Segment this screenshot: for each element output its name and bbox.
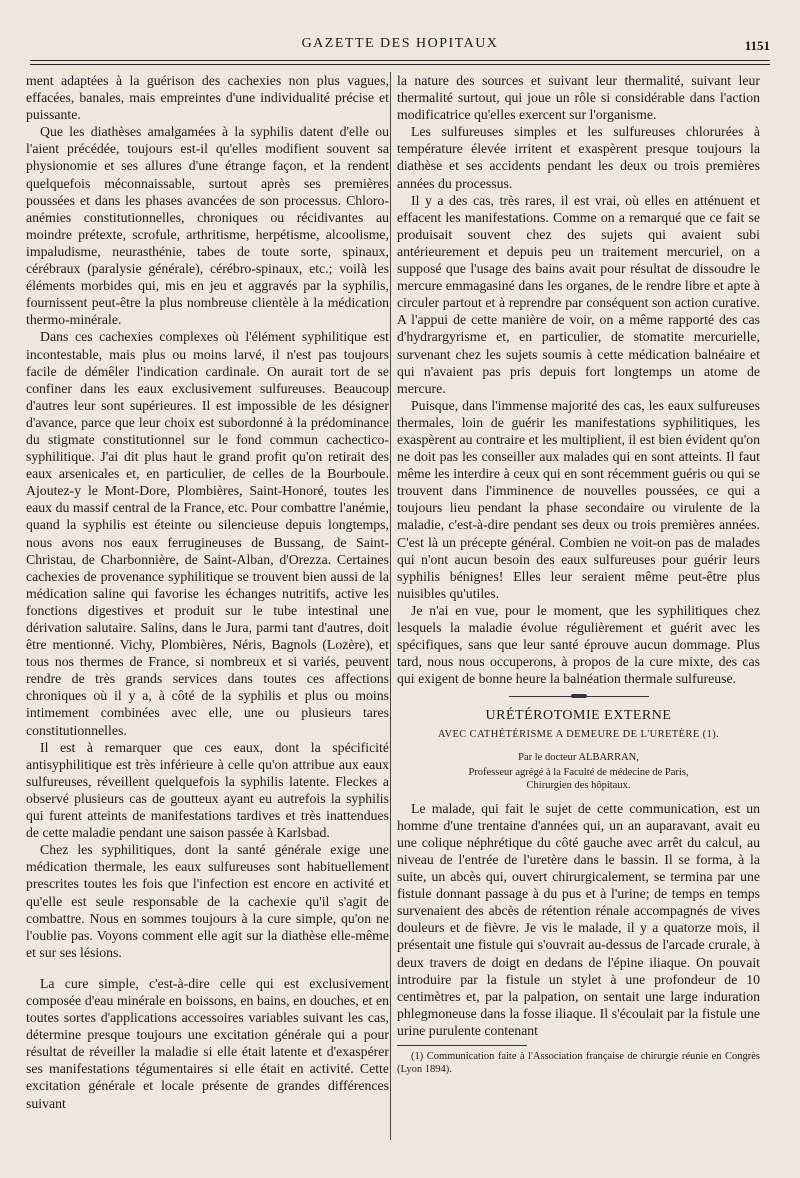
affiliation-line: Chirurgien des hôpitaux. (526, 779, 631, 791)
paragraph: Les sulfureuses simples et les sulfureuses chlorurées à température élevée irritent et exaspèrent presque toujours la diathèse et ses accidents pendant les deux ou trois premières années du processus. (397, 124, 760, 191)
paragraph: Il y a des cas, très rares, il est vrai, où elles en atténuent et effacent les manifestations. Comme on a remarqué que ce fait se produisait souvent chez des sujets qui avaient subi antérieurement et depuis peu un traitement mercuriel, on a supposé que l'usage des bains avait pour résultat de dissoudre le mercure emmagasiné dans les organes, de le rendre libre et apte à circuler partout et à reprendre par conséquent son action curative. A l'appui de cette manière de voir, on a même rapporté des cas d'hydrargyrisme et, en particulier, de stomatite mercurielle, survenant chez les sujets soumis à cette médication balnéaire et qui n'avaient pas pris depuis fort longtemps un atome de mercure. (397, 192, 760, 396)
paragraph: Dans ces cachexies complexes où l'élément syphilitique est incontestable, mais plus ou moins larvé, il n'est pas toujours facile de démêler l'indication cardinale. On aurait tort de se confiner dans les eaux exclusivement sulfureuses. Beaucoup d'autres leur sont supérieures. Il est impossible de les désigner d'avance, parce que leur choix est subordonné à la prédominance du stigmate constitutionnel sur le fond commun cachectico-syphilitique. J'ai dit plus haut le grand profit qu'on retirait des eaux arsenicales et, en particulier, de celles de la Bourboule. Ajoutez-y le Mont-Dore, Plombières, Saint-Honoré, toutes les eaux du massif central de la France, etc. Pour combattre l'anémie, quand la syphilis est éteinte ou silencieuse depuis longtemps, nous avons nos eaux ferrugineuses de Bussang, de Saint-Christau, de Charbonnière, de Saint-Alban, d'Orezza. Certaines cachexies de provenance syphilitique se trouvent bien aussi de la médication saline qui favorise les échanges nutritifs, active les fonctions digestives et produit sur le tube intestinal une dérivation salutaire. Salins, dans le Jura, parmi tant d'autres, doit être mentionné. Vichy, Plombières, Néris, Bagnols (Lozère), et tous nos thermes de France, si nombreux et si variés, peuvent rendre de très grands services dans toutes ces affections chroniques où il y a, à côté de la syphilis et plus ou moins intimement combinées avec elle, une ou plusieurs tares constitutionnelles. (26, 329, 389, 738)
article-title: URÉTÉROTOMIE EXTERNE (485, 708, 672, 724)
header-rule (30, 60, 770, 61)
paragraph: Chez les syphilitiques, dont la santé générale exige une médication thermale, les eaux sulfureuses sont habituellement prescrites toutes les fois que l'infection est encore en activité et qu'elle est seule responsable de la cachexie qu'il s'agit de combattre. Nous en sommes toujours à la cure simple, qu'on ne l'oublie pas. Voyons comment elle agit sur la diathèse elle-même et sur ses lésions. (26, 842, 389, 960)
footnote: (1) Communication faite à l'Association française de chirurgie réunie en Congrès (Lyon 1894). (397, 1050, 760, 1075)
footnote-rule (397, 1045, 527, 1046)
affiliation-line: Professeur agrégé à la Faculté de médecine de Paris, (468, 766, 689, 778)
article-affiliation (397, 766, 760, 792)
section-separator (509, 696, 649, 697)
header-rule-thin (30, 64, 770, 65)
article-subtitle: AVEC CATHÉTÉRISME A DEMEURE DE L'URETÈRE (1). (437, 729, 720, 741)
page-header (30, 32, 770, 56)
right-column (397, 72, 760, 1076)
running-title: GAZETTE DES HOPITAUX (301, 36, 499, 51)
page-number: 1151 (744, 38, 770, 53)
paragraph: ment adaptées à la guérison des cachexies non plus vagues, effacées, banales, mais empreintes d'une individualité précise et puissante. (26, 73, 389, 123)
paragraph: Il est à remarquer que ces eaux, dont la spécificité antisyphilitique est très inférieure à celle qu'on attribue aux eaux sulfureuses, réveillent quelquefois la syphilis latente. Fleckes a observé plusieurs cas de goutteux ayant eu autrefois la syphilis qui furent atteints de manifestations tardives et très inattendues de cette maladie pendant une saison passée à Karlsbad. (26, 739, 389, 841)
article-author: Par le docteur ALBARRAN, (518, 751, 639, 763)
column-divider (390, 72, 391, 1140)
paragraph: Puisque, dans l'immense majorité des cas, les eaux sulfureuses thermales, loin de guérir les manifestations syphilitiques, les exaspèrent au contraire et les multiplient, il est bien évident qu'on ne doit pas les conseiller aux malades qui en sont atteints. Il faut même les interdire à ceux qui en sont récemment guéris ou qui se trouvent dans l'imminence de nouvelles poussées, ce qui a toujours lieu pendant la phase secondaire ou virulente de la maladie, c'est-à-dire pendant ses deux ou trois premières années. C'est là un précepte général. Combien ne voit-on pas de malades qui n'ont aucun besoin des eaux sulfureuses pour guérir leurs syphilis bénignes! Elles leur seraient même peut-être plus nuisibles qu'utiles. (397, 397, 760, 601)
paragraph: Que les diathèses amalgamées à la syphilis datent d'elle ou l'aient précédée, toujours est-il qu'elles modifient souvent sa physionomie et ses allures d'une étrange façon, et la rendent quelquefois méconnaissable, surtout après ses premières poussées et dans les phases avancées de son processus. Chloro-anémies constitutionnelles, chroniques ou récidivantes au moindre prétexte, scrofule, arthritisme, herpétisme, alcoolisme, impaludisme, neurasthénie, tabes de toute sorte, spinaux, cérébraux (paralysie générale), cérébro-spinaux, etc.; voilà les éléments morbides qui, mis en jeu et aggravés par la syphilis, fournissent peut-être la plus nombreuse clientèle à la médication thermo-minérale. (26, 124, 389, 328)
left-column (26, 72, 389, 1112)
paragraph: la nature des sources et suivant leur thermalité, suivant leur thermalité surtout, qui joue un rôle si considérable dans l'action modificatrice qu'elles exercent sur l'organisme. (397, 73, 760, 123)
paragraph: Je n'ai en vue, pour le moment, que les syphilitiques chez lesquels la maladie évolue régulièrement et guérit avec les spécifiques, sans que leur santé éprouve aucun dommage. Plus tard, nous nous occuperons, à propos de la cure mixte, des cas qui exigent de bonne heure la balnéation thermale sulfureuse. (397, 602, 760, 687)
paragraph: La cure simple, c'est-à-dire celle qui est exclusivement composée d'eau minérale en boissons, en bains, en douches, et en toutes sortes d'applications accessoires variables suivant les cas, détermine presque toujours une excitation générale qui a pour résultat de réveiller la maladie si elle était latente et d'exaspérer ses manifestations tégumentaires si elle était en activité. Cette excitation générale et locale présente de grandes différences suivant (26, 975, 389, 1111)
article-body: Le malade, qui fait le sujet de cette communication, est un homme d'une trentaine d'années qui, un an auparavant, avait eu une colique néphrétique du côté gauche avec arrêt du calcul, au niveau de l'entrée de l'uretère dans le bassin. Il se forma, à la suite, un abcès qui, ouvert chirurgicalement, se termina par une fistule donnant passage à du pus et à l'urine; de temps en temps survenaient des abcès de rétention rénale accompagnés de vives douleurs et de fièvre. Je vis le malade, il y a quatorze mois, il présentait une fistule qui s'ouvrait au-dessus de l'arcade crurale, à deux travers de doigt en dedans de l'épine iliaque. On pouvait introduire par la fistule un stylet à une profondeur de 10 centimètres et, par la palpation, on sentait une large induration phlegmoneuse dans la fosse iliaque. Il s'écoulait par la fistule une urine purulente contenant (397, 800, 760, 1038)
